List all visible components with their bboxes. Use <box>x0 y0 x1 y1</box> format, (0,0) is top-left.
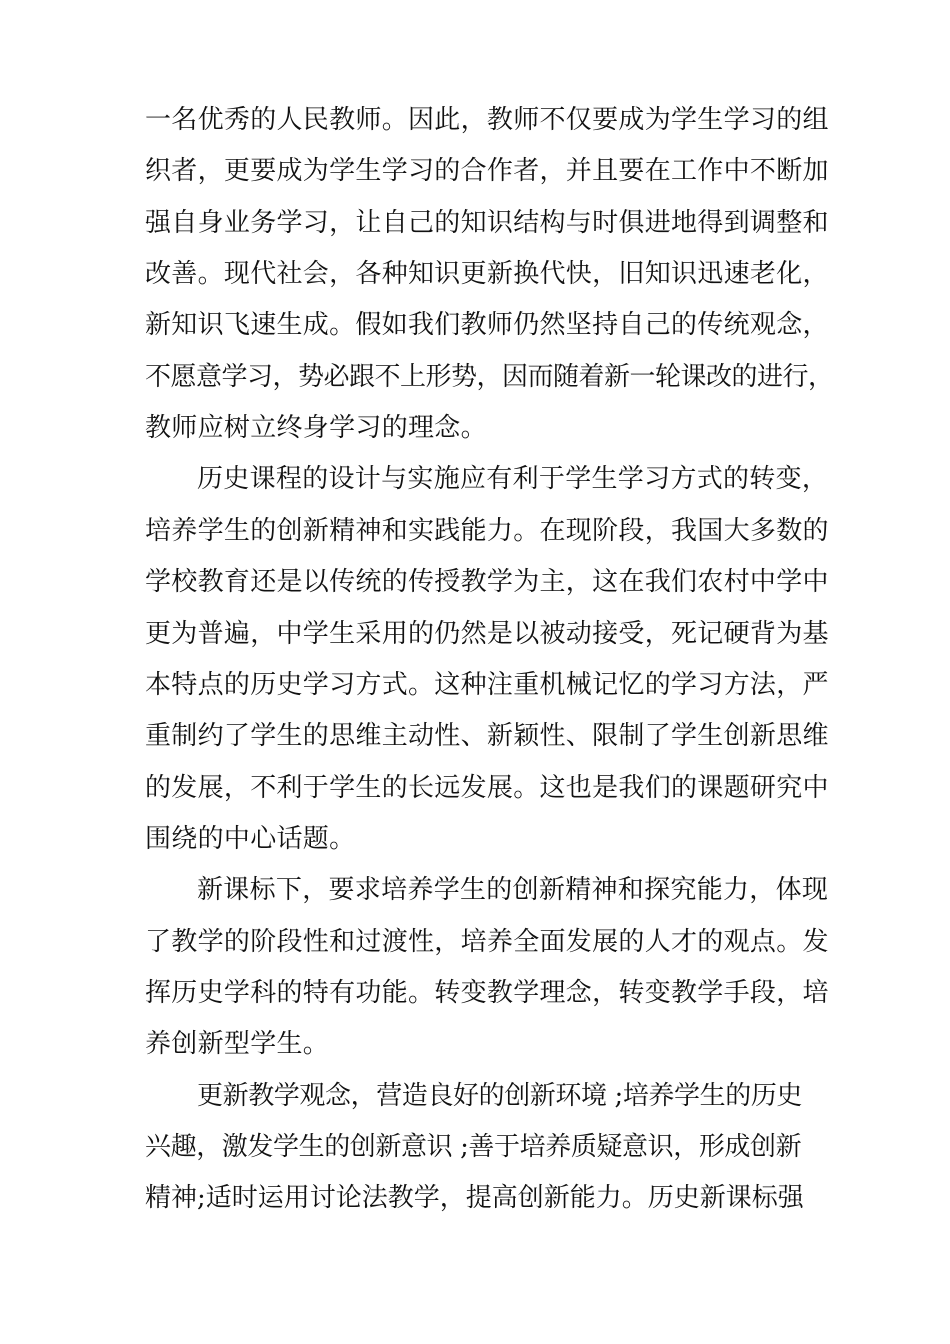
paragraph-2-line-7: 的发展，不利于学生的长远发展。这也是我们的课题研究中 <box>145 773 829 803</box>
paragraph-3-line-4: 养创新型学生。 <box>145 1029 330 1059</box>
paragraph-1-line-4: 改善。现代社会，各种知识更新换代快，旧知识迅速老化， <box>145 259 829 289</box>
paragraph-2-line-2: 培养学生的创新精神和实践能力。在现阶段，我国大多数的 <box>145 516 829 546</box>
paragraph-4-line-2: 兴趣，激发学生的创新意识 ;善于培养质疑意识，形成创新 <box>145 1132 802 1162</box>
paragraph-1-line-3: 强自身业务学习，让自己的知识结构与时俱进地得到调整和 <box>145 208 829 238</box>
paragraph-2-line-5: 本特点的历史学习方式。这种注重机械记忆的学习方法，严 <box>145 670 829 700</box>
paragraph-2-line-4: 更为普遍，中学生采用的仍然是以被动接受，死记硬背为基 <box>145 619 829 649</box>
paragraph-1-line-1: 一名优秀的人民教师。因此，教师不仅要成为学生学习的组 <box>145 105 829 135</box>
paragraph-1-line-5: 新知识飞速生成。假如我们教师仍然坚持自己的传统观念， <box>145 310 829 340</box>
paragraph-3-line-1: 新课标下，要求培养学生的创新精神和探究能力，体现 <box>197 875 829 905</box>
paragraph-2-line-6: 重制约了学生的思维主动性、新颖性、限制了学生创新思维 <box>145 721 829 751</box>
paragraph-4-line-3: 精神;适时运用讨论法教学，提高创新能力。历史新课标强 <box>145 1183 804 1213</box>
paragraph-2-line-1: 历史课程的设计与实施应有利于学生学习方式的转变， <box>197 464 829 494</box>
paragraph-1-line-7: 教师应树立终身学习的理念。 <box>145 413 487 443</box>
paragraph-3-line-2: 了教学的阶段性和过渡性，培养全面发展的人才的观点。发 <box>145 927 829 957</box>
paragraph-2-line-8: 围绕的中心话题。 <box>145 824 356 854</box>
paragraph-2-line-3: 学校教育还是以传统的传授教学为主，这在我们农村中学中 <box>145 567 829 597</box>
paragraph-3-line-3: 挥历史学科的特有功能。转变教学理念，转变教学手段，培 <box>145 978 829 1008</box>
paragraph-1-line-6: 不愿意学习，势必跟不上形势，因而随着新一轮课改的进行， <box>145 362 834 392</box>
paragraph-1-line-2: 织者，更要成为学生学习的合作者，并且要在工作中不断加 <box>145 156 829 186</box>
paragraph-4-line-1: 更新教学观念，营造良好的创新环境 ;培养学生的历史 <box>197 1081 803 1111</box>
